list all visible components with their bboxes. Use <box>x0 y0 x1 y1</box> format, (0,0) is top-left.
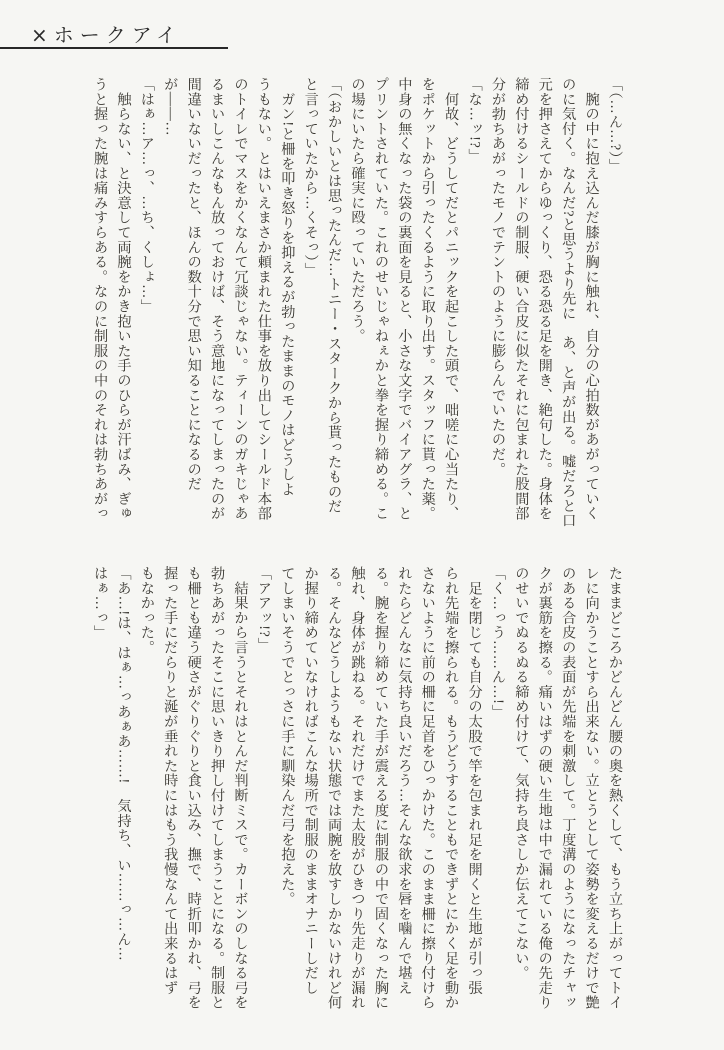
text-block-bottom <box>86 566 626 1028</box>
text-column: うもない。とはいえまさか頼まれた仕事を放り出してシールド本部 <box>255 77 272 521</box>
text-column: 間違いないだったと、ほんの数十分で思い知ることになるのだ <box>185 77 202 492</box>
text-column: うと握った腕は痛みすらある。なのに制服の中のそれは勃ちあがっ <box>92 77 109 521</box>
text-column: 触らない、と決意して両腕をかき抱いた手のひらが汗ばみ、ぎゅ <box>115 77 132 521</box>
text-column: クが裏筋を擦る。痛いはずの硬い生地は中で漏れている俺の先走り <box>536 566 553 1010</box>
text-column: のトイレでマスをかくなんて冗談じゃない。ティーンのガキじゃあ <box>232 77 249 521</box>
text-column: か握り締めていなければこんな場所で制服のままオナニーしだし <box>302 566 319 996</box>
text-column: れたらどんなに気持ち良いだろう…そんな欲求を唇を噛んで堪え <box>396 566 413 996</box>
text-column: 締め付けるシールドの制服、硬い合皮に似たそれに包まれた股間部 <box>513 77 530 521</box>
text-column: のせいでぬるぬる締め付けて、気持ち良さしか伝えてこない。 <box>513 566 530 981</box>
text-column: プリントされていた。これのせいじゃねぇかと拳を握り締める。こ <box>372 77 389 521</box>
text-column: 腕の中に抱え込んだ膝が胸に触れ、自分の心拍数があがっていく <box>583 77 600 521</box>
text-column: ガン!と柵を叩き怒りを抑えるが勃ったままのモノはどうしよ <box>279 77 296 497</box>
text-column: られ先端を擦られる。もうどうすることもできずとにかく足を動か <box>443 566 460 1010</box>
text-column: 「な…ッ!?」 <box>466 77 483 164</box>
text-column: 「はぁ…ア…っ、…ち、くしょ…」 <box>138 77 155 314</box>
text-column: はぁ…っ」 <box>92 566 109 640</box>
text-column: 「あ…!は、はぁ…っあぁあ……! 気持ち、い……っ…ん… <box>115 566 132 962</box>
header-underline <box>0 47 228 49</box>
text-column: 足を閉じても自分の太股で竿を包まれ足を開くと生地が引っ張 <box>466 566 483 996</box>
text-column: 触れ、身体が跳ねる。それだけでまた太股がひきつり先走りが漏れ <box>349 566 366 1010</box>
text-column: 「（…ん…?）」 <box>607 77 623 174</box>
text-column: もなかった。 <box>138 566 155 655</box>
text-column: 何故、どうしてだとパニックを起こした頭で、咄嗟に心当たり、 <box>443 77 460 521</box>
text-column: の場にいたら確実に殴っていただろう。 <box>349 77 366 344</box>
text-column: 「アアッ!?」 <box>255 566 272 653</box>
text-column: も柵とも違う硬さがぐりぐりと食い込み、撫で、時折叩かれ、弓を <box>185 566 202 1010</box>
text-column: たままどころかどんどん腰の奥を熱くして、もう立ち上がってトイ <box>607 566 623 1010</box>
text-column: が――… <box>162 77 179 137</box>
text-block-top <box>86 77 626 539</box>
text-column: 勃ちあがったそこに思いきり押し付けてしまうことになる。制服と <box>209 566 226 1010</box>
text-column: 「（おかしいとは思ったんだ…トニー・スタークから貰ったものだ <box>326 77 343 514</box>
text-column: る。そんなどうしようもない状態では両腕を放すしかないけれど何 <box>326 566 343 1010</box>
text-column: レに向かうことすら出来ない。立とうとして姿勢を変えるだけで艶 <box>583 566 600 1010</box>
text-column: 元を押さえてからゆっくり、恐る恐る足を開き、絶句した。身体を <box>536 77 553 521</box>
text-column: 「く…っう……ん…!」 <box>489 566 506 720</box>
text-column: 中身の無くなった袋の裏面を見ると、小さな文字でバイアグラ、と <box>396 77 413 521</box>
text-column: るまいしこんなもん放っておけば、そう意地になってしまったのが <box>209 77 226 521</box>
text-column: をポケットから引ったくるように取り出す。スタッフに貰った薬。 <box>419 77 436 521</box>
text-column: と言っていたから…くそっ）」 <box>302 77 319 278</box>
text-column: 分が勃ちあがったモノでテントのように膨らんでいたのだ。 <box>489 77 506 477</box>
text-column: 結果から言うとそれはとんだ判断ミスで。カーボンのしなる弓を <box>232 566 249 1010</box>
text-column: のに気付く。なんだ?と思うより先に あ、と声が出る。嘘だろと口 <box>560 77 577 528</box>
text-column: る。腕を握り締めていた手が震える度に制服の中で固くなった胸に <box>372 566 389 1010</box>
text-column: のある合皮の表面が先端を刺激して。丁度溝のようになったチャッ <box>560 566 577 1010</box>
text-column: 握った手にだらりと涎が垂れた時にはもう我慢なんて出来るはず <box>162 566 179 996</box>
text-column: さないように前の柵に足首をひっかけた。このまま柵に擦り付けら <box>419 566 436 1010</box>
text-column: てしまいそうでとっさに手に馴染んだ弓を抱えた。 <box>279 566 296 907</box>
page-title: ×ホークアイ <box>31 23 182 47</box>
